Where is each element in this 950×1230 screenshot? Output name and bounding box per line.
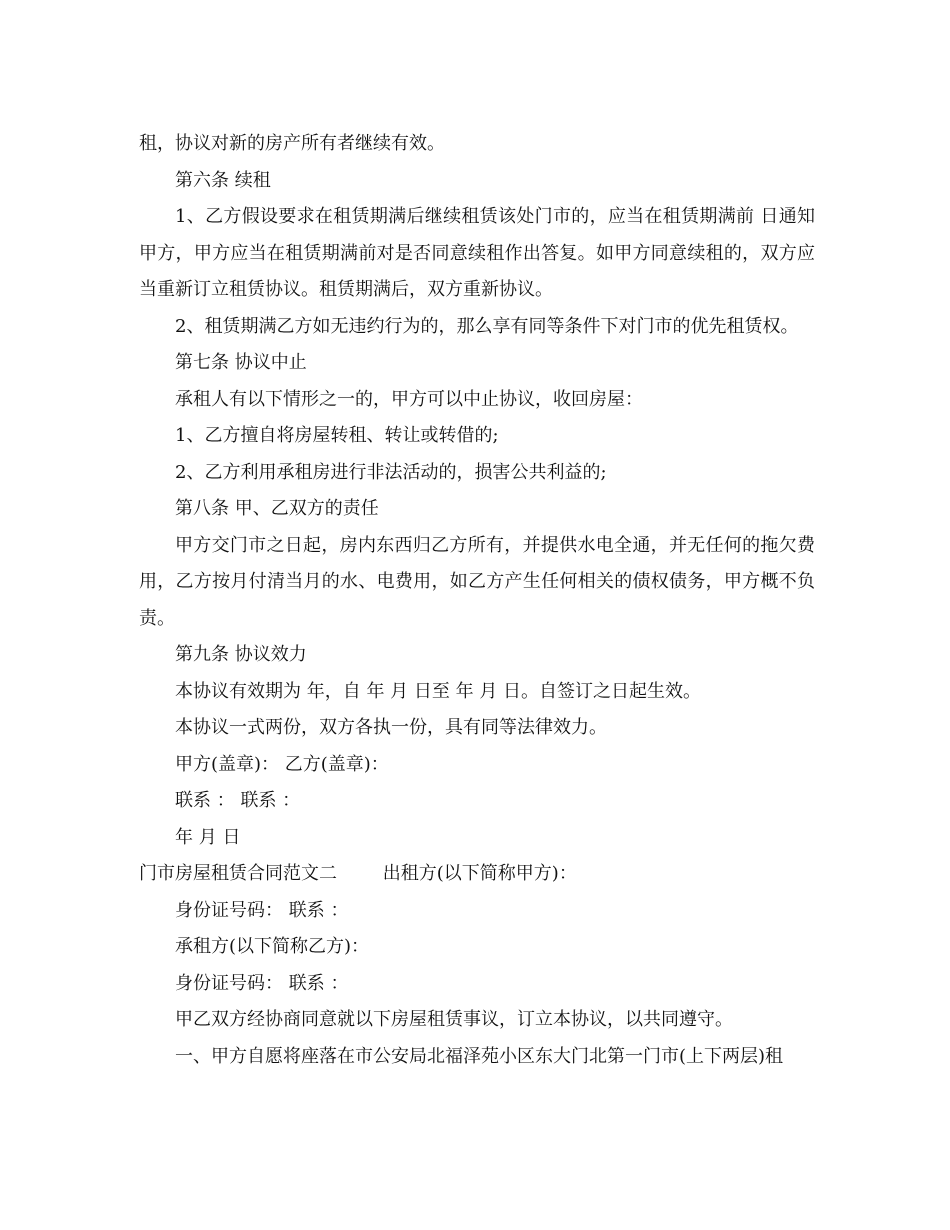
signature-date: 年 月 日 (175, 826, 241, 848)
article-6-heading: 第六条 续租 (175, 169, 271, 191)
signature-parties: 甲方(盖章)： 乙方(盖章)： (175, 753, 389, 775)
signature-contacts: 联系 ： 联系 ： (175, 790, 301, 811)
lessee-line: 承租方(以下简称乙方)： (175, 936, 370, 957)
article-8-body: 甲方交门市之日起，房内东西归乙方所有，并提供水电全通，并无任何的拖欠费用，乙方按月付清当月的水、电费用，如乙方产生任何相关的债权债务，甲方概不负责。 (139, 534, 815, 629)
paragraph-continuation: 租，协议对新的房产所有者继续有效。 (139, 133, 445, 154)
article-9-heading: 第九条 协议效力 (175, 644, 307, 665)
article-7-clause-2: 2、乙方利用承租房进行非法活动的，损害公共利益的; (175, 461, 607, 483)
agreement-preamble: 甲乙双方经协商同意就以下房屋租赁事议，订立本协议，以共同遵守。 (175, 1009, 733, 1030)
article-7-clause-1: 1、乙方擅自将房屋转租、转让或转借的; (175, 425, 499, 446)
clause-1-premises: 一、甲方自愿将座落在市公安局北福泽苑小区东大门北第一门市(上下两层)租 (175, 1045, 784, 1067)
article-8-heading: 第八条 甲、乙双方的责任 (175, 498, 379, 519)
lessee-id-line: 身份证号码： 联系 ： (175, 972, 349, 994)
article-6-clause-1: 1、乙方假设要求在租赁期满后继续租赁该处门市的，应当在租赁期满前 日通知甲方，甲方应当在租赁期满前对是否同意续租作出答复。如甲方同意续租的，双方应当重新订立租赁协议。租赁期满后，双方重新协议。 (139, 206, 815, 300)
article-7-heading: 第七条 协议中止 (175, 352, 307, 373)
article-9-copies: 本协议一式两份，双方各执一份，具有同等法律效力。 (175, 717, 607, 738)
document-body (139, 126, 815, 1075)
article-7-intro: 承租人有以下情形之一的，甲方可以中止协议，收回房屋： (175, 388, 643, 410)
article-6-clause-2: 2、租赁期满乙方如无违约行为的，那么享有同等条件下对门市的优先租赁权。 (175, 315, 799, 337)
article-9-term: 本协议有效期为 年，自 年 月 日至 年 月 日。自签订之日起生效。 (175, 680, 702, 702)
second-contract-title: 门市房屋租赁合同范文二 出租方(以下简称甲方)： (139, 863, 577, 884)
lessor-id-line: 身份证号码： 联系 ： (175, 899, 349, 921)
